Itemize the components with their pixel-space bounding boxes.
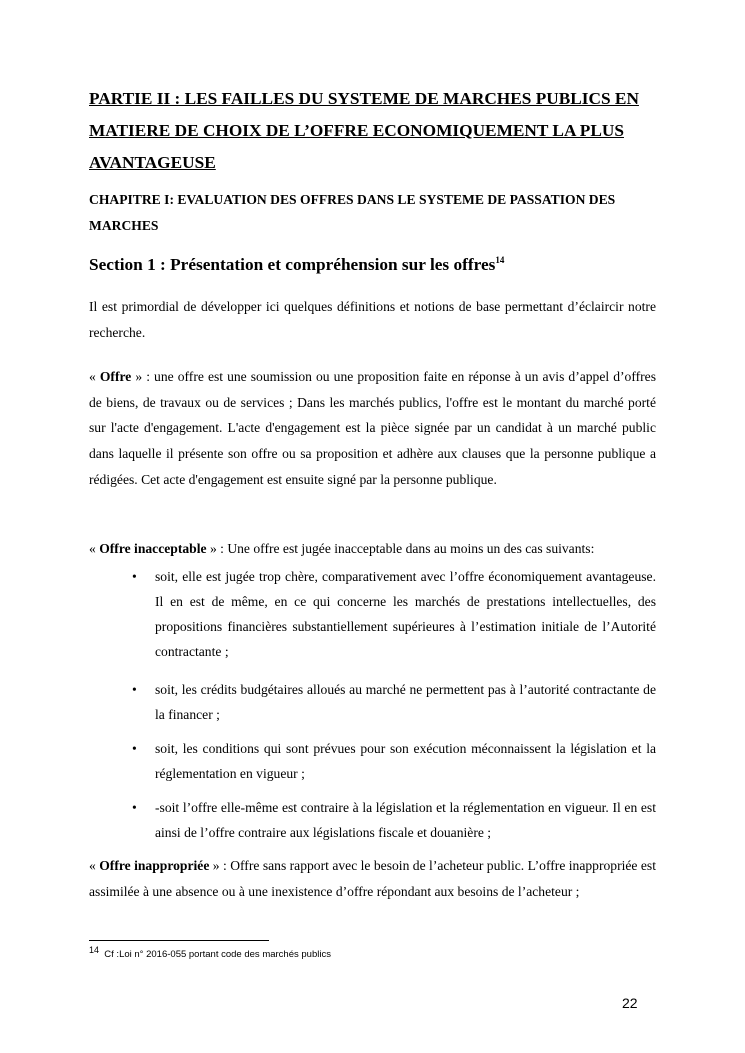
section-title: Section 1 : Présentation et compréhension sur les offres	[89, 255, 496, 274]
term-offre-inacceptable: Offre inacceptable	[99, 541, 207, 556]
page-number: 22	[622, 995, 638, 1011]
intro-paragraph: Il est primordial de développer ici quelques définitions et notions de base permettant d’éclaircir notre recherche.	[89, 299, 656, 340]
section-heading	[89, 252, 656, 278]
bullet-icon: •	[132, 569, 137, 584]
list-item: • -soit l’offre elle-même est contraire à la législation et la réglementation en vigueur. Il en est ainsi de l’offre contraire aux législations fiscale et douanière ;	[155, 795, 656, 845]
footnote-separator	[89, 940, 269, 941]
bullet-icon: •	[132, 800, 137, 815]
chapter-heading: CHAPITRE I: EVALUATION DES OFFRES DANS LE SYSTEME DE PASSATION DES MARCHES	[89, 192, 616, 233]
part-heading: PARTIE II : LES FAILLES DU SYSTEME DE MARCHES PUBLICS EN MATIERE DE CHOIX DE L’OFFRE ECONOMIQUEMENT LA PLUS AVANTAGEUSE	[89, 89, 639, 172]
bullet-icon: •	[132, 682, 137, 697]
inappropriee-definition: « Offre inappropriée » : Offre sans rapport avec le besoin de l’acheteur public. L’offre inappropriée est assimilée à une absence ou à une inexistence d’offre répondant aux besoins de l’acheteur ;	[89, 858, 656, 899]
bullet-icon: •	[132, 741, 137, 756]
list-item: • soit, les crédits budgétaires alloués au marché ne permettent pas à l’autorité contractante de la financer ;	[155, 677, 656, 727]
list-item: • soit, les conditions qui sont prévues pour son exécution méconnaissent la législation et la réglementation en vigueur ;	[155, 736, 656, 786]
term-offre: Offre	[99, 369, 132, 384]
inacceptable-definition: « Offre inacceptable » : Une offre est jugée inacceptable dans au moins un des cas suivants:	[89, 541, 595, 556]
list-item: • soit, elle est jugée trop chère, comparativement avec l’offre économiquement avantageuse. Il en est de même, en ce qui concerne les marchés de prestations intellectuelles, des propositions financières substantiellement supérieures à l’estimation initiale de l’Autorité contractante ;	[155, 564, 656, 664]
offre-definition: « Offre » : une offre est une soumission ou une proposition faite en réponse à un avis d’appel d’offres de biens, de travaux ou de services ; Dans les marchés publics, l'offre est le montant du marché porté sur l'acte d'engagement. L'acte d'engagement est la pièce signée par un candidat à un marché public dans laquelle il présente son offre ou sa proposition et adhère aux clauses que la personne publique a rédigées. Cet acte d'engagement est ensuite signé par la personne publique.	[89, 369, 656, 487]
term-offre-inappropriee: Offre inappropriée	[99, 858, 210, 873]
footnote-ref[interactable]: 14	[495, 255, 505, 266]
footnote: $^{14}$ Cf :Loi n° 2016-055 portant code des marchés publics	[89, 944, 331, 960]
